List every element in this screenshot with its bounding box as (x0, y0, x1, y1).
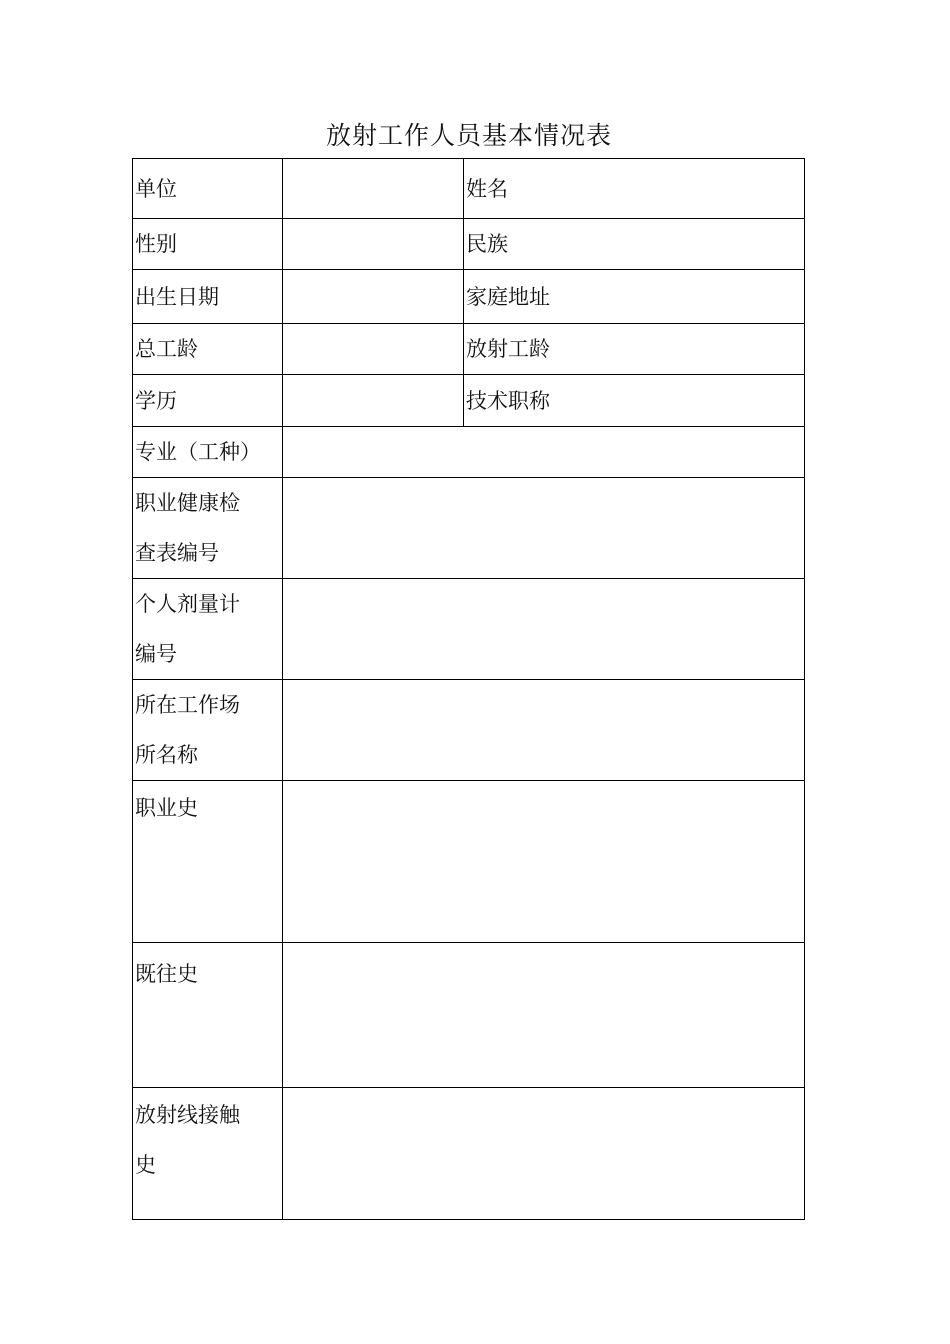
value-unit[interactable] (283, 159, 464, 219)
table-row (133, 427, 805, 478)
value-specialty[interactable] (283, 427, 805, 478)
label-name[interactable] (464, 159, 805, 219)
value-health-exam-number[interactable] (283, 478, 805, 579)
label-occupational-history: 职业史 (133, 781, 283, 943)
label-radiation-work-years[interactable] (464, 324, 805, 375)
table-row (133, 375, 805, 427)
personnel-info-table (132, 158, 805, 1220)
home-address-label-text: 家庭地址 (466, 284, 550, 309)
table-row (133, 324, 805, 375)
form-title: 放射工作人员基本情况表 (325, 121, 612, 150)
label-ethnicity[interactable] (464, 219, 805, 270)
value-gender[interactable] (283, 219, 464, 270)
label-birth-date: 出生日期 (133, 270, 283, 324)
table-row (133, 159, 805, 219)
label-dosimeter-number (133, 579, 283, 680)
label-specialty: 专业（工种） (133, 427, 283, 478)
health-exam-number-label-text: 职业健康检 查表编号 (135, 491, 240, 565)
value-occupational-history[interactable] (283, 781, 805, 943)
table-row (133, 478, 805, 579)
value-workplace-name[interactable] (283, 680, 805, 781)
label-workplace-name (133, 680, 283, 781)
value-birth-date[interactable] (283, 270, 464, 324)
label-past-medical-history: 既往史 (133, 943, 283, 1088)
table-row (133, 219, 805, 270)
value-dosimeter-number[interactable] (283, 579, 805, 680)
label-technical-title[interactable] (464, 375, 805, 427)
label-radiation-exposure-history (133, 1088, 283, 1220)
value-past-medical-history[interactable] (283, 943, 805, 1088)
dosimeter-number-label-text: 个人剂量计 编号 (135, 592, 240, 666)
value-radiation-exposure-history[interactable] (283, 1088, 805, 1220)
label-gender: 性别 (133, 219, 283, 270)
value-total-work-years[interactable] (283, 324, 464, 375)
label-home-address[interactable] (464, 270, 805, 324)
radiation-work-years-label-text: 放射工龄 (466, 337, 550, 361)
technical-title-label-text: 技术职称 (466, 388, 550, 413)
workplace-name-label-text: 所在工作场 所名称 (135, 693, 240, 767)
table-row (133, 943, 805, 1088)
ethnicity-label-text: 民族 (466, 232, 508, 256)
table-row (133, 579, 805, 680)
radiation-exposure-history-label-text: 放射线接触 史 (135, 1103, 240, 1177)
label-total-work-years: 总工龄 (133, 324, 283, 375)
table-row (133, 270, 805, 324)
label-education: 学历 (133, 375, 283, 427)
table-row (133, 781, 805, 943)
label-health-exam-number (133, 478, 283, 579)
table-row (133, 680, 805, 781)
label-unit: 单位 (133, 159, 283, 219)
table-row (133, 1088, 805, 1220)
value-education[interactable] (283, 375, 464, 427)
name-label-text: 姓名 (466, 176, 508, 201)
